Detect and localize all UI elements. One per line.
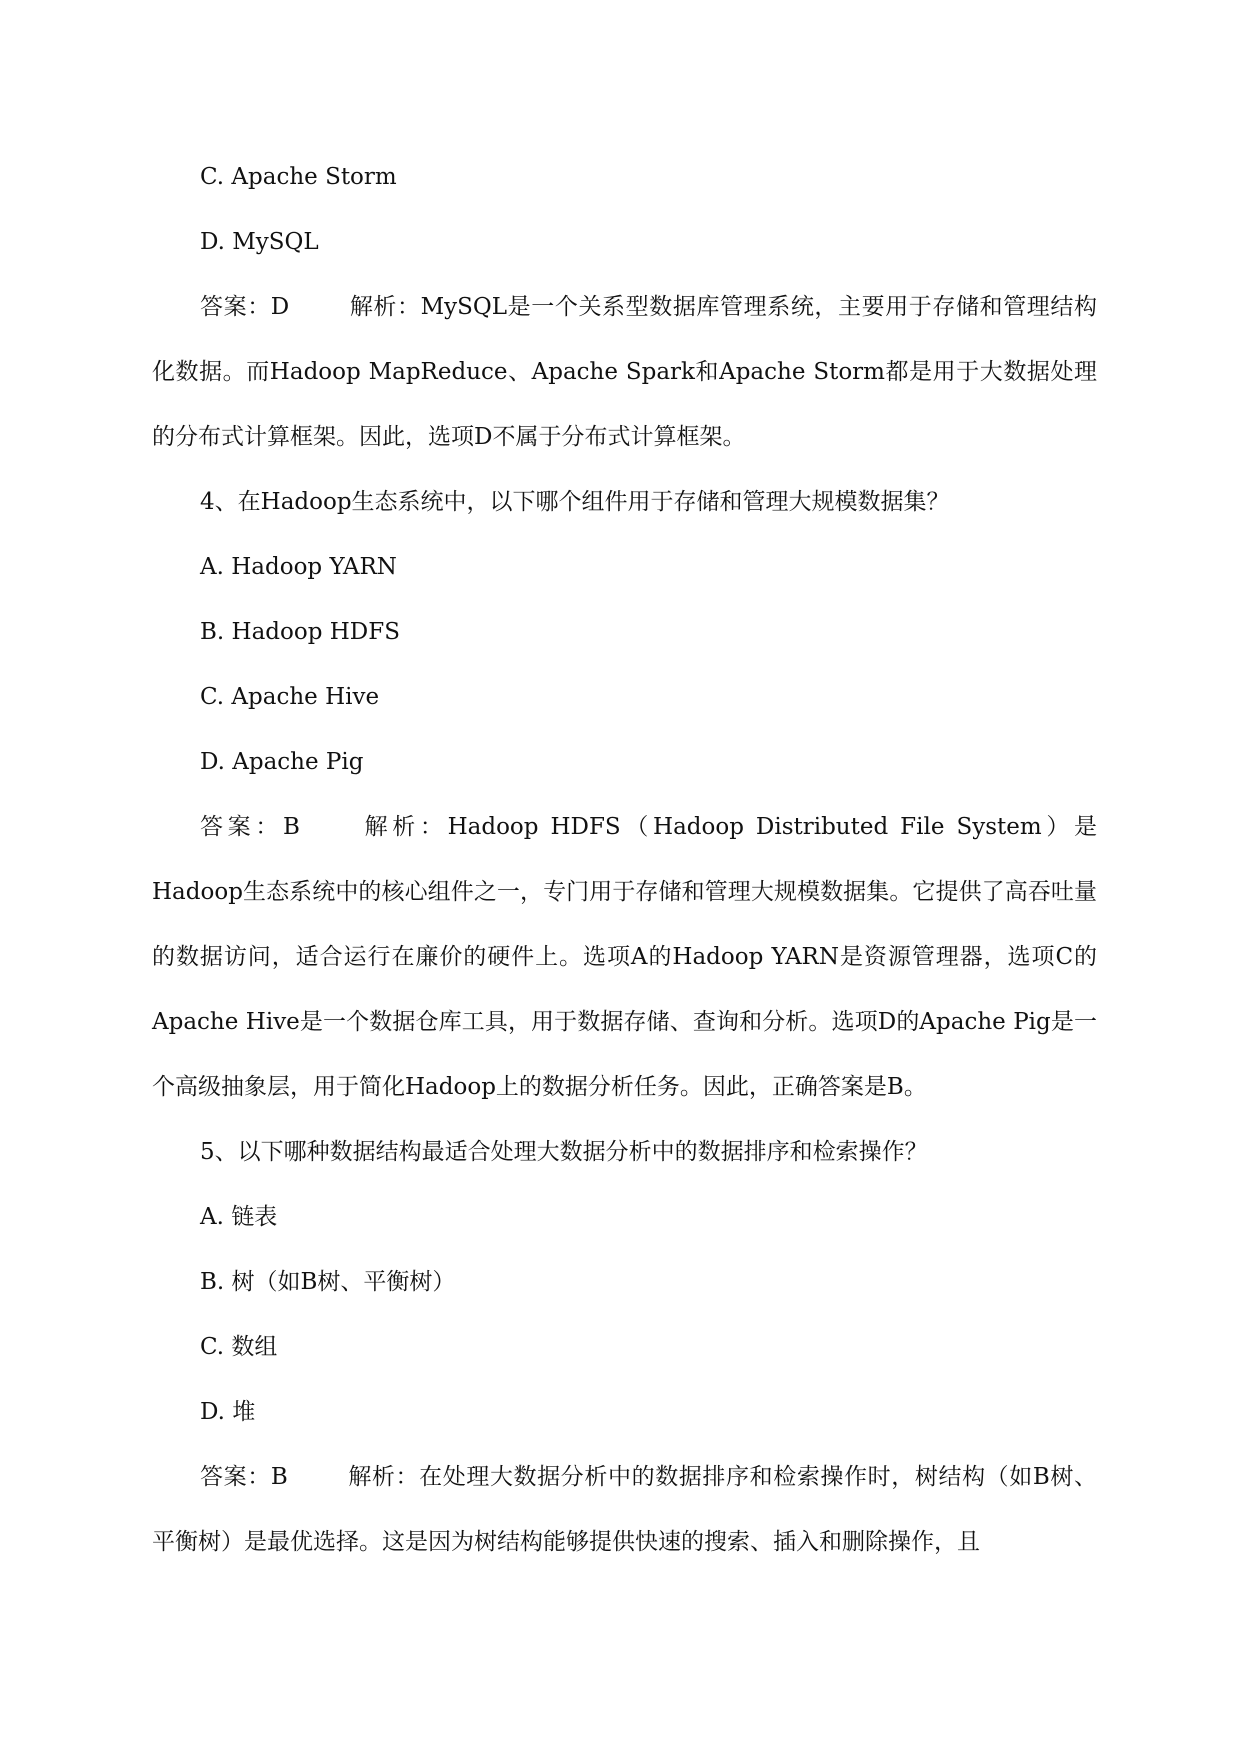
q5-question: 5、以下哪种数据结构最适合处理大数据分析中的数据排序和检索操作？ — [200, 1139, 928, 1165]
q3-option-c: C. Apache Storm — [200, 164, 397, 190]
q3-answer-label: 答案：D — [200, 294, 290, 320]
q5-answer-paragraph — [152, 1445, 1097, 1575]
q5-explanation: 解析：在处理大数据分析中的数据排序和检索操作时，树结构（如B树、平衡树）是最优选择。这是因为树结构能够提供快速的搜索、插入和删除操作，且 — [152, 1464, 1097, 1555]
q5-option-a: A. 链表 — [200, 1204, 278, 1230]
q4-option-b: B. Hadoop HDFS — [200, 619, 400, 645]
q4-answer-label: 答案：B — [200, 814, 300, 840]
q4-answer-paragraph — [152, 795, 1097, 1120]
q5-option-b: B. 树（如B树、平衡树） — [200, 1269, 456, 1295]
q4-question: 4、在Hadoop生态系统中，以下哪个组件用于存储和管理大规模数据集？ — [200, 489, 950, 515]
q4-option-d: D. Apache Pig — [200, 749, 364, 775]
q5-option-d: D. 堆 — [200, 1399, 256, 1425]
q3-option-d: D. MySQL — [200, 229, 319, 255]
q3-explanation: 解析：MySQL是一个关系型数据库管理系统，主要用于存储和管理结构化数据。而Hadoop MapReduce、Apache Spark和Apache Storm都是用于大数据处理的分布式计算框架。因此，选项D不属于分布式计算框架。 — [152, 294, 1097, 450]
q3-answer-paragraph — [152, 275, 1097, 470]
q4-option-c: C. Apache Hive — [200, 684, 380, 710]
q4-explanation: 解析：Hadoop HDFS（Hadoop Distributed File System）是Hadoop生态系统中的核心组件之一，专门用于存储和管理大规模数据集。它提供了高吞吐量的数据访问，适合运行在廉价的硬件上。选项A的Hadoop YARN是资源管理器，选项C的Apache Hive是一个数据仓库工具，用于数据存储、查询和分析。选项D的Apache Pig是一个高级抽象层，用于简化Hadoop上的数据分析任务。因此，正确答案是B。 — [152, 814, 1097, 1100]
q5-answer-label: 答案：B — [200, 1464, 288, 1490]
q5-option-c: C. 数组 — [200, 1334, 278, 1360]
q4-option-a: A. Hadoop YARN — [200, 554, 397, 580]
document-content — [152, 145, 1097, 1575]
